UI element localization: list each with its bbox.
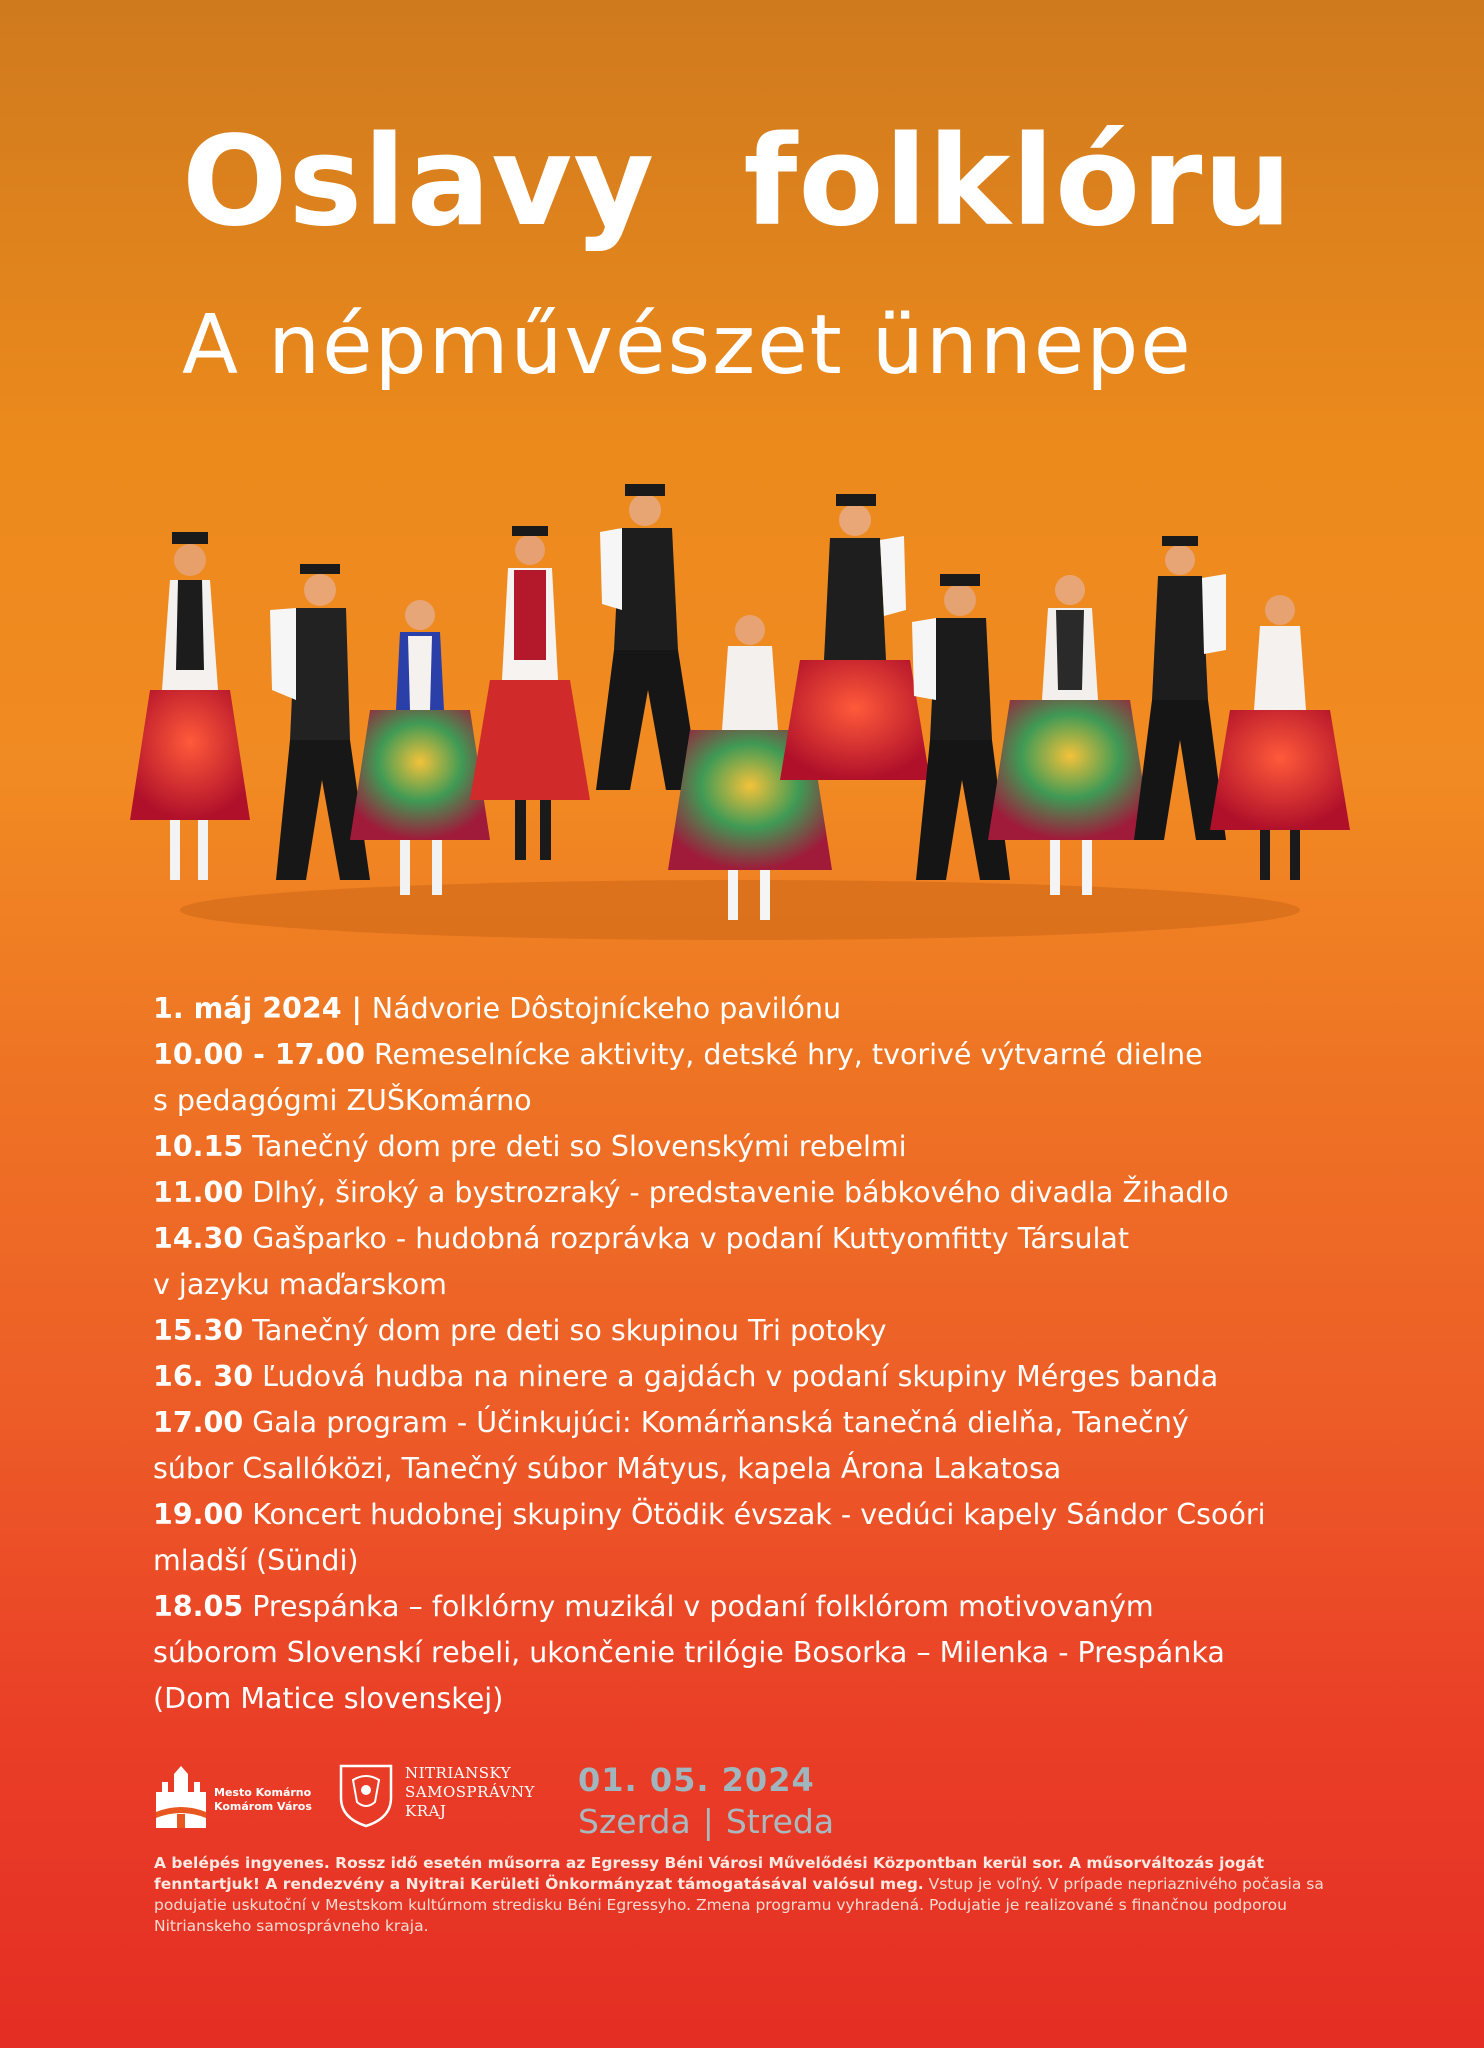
- program-text: Remeselnícke aktivity, detské hry, tvorivé výtvarné dielne: [364, 1038, 1203, 1071]
- program-line: [153, 1400, 1353, 1446]
- program-text: (Dom Matice slovenskej): [153, 1682, 504, 1715]
- program-line: [153, 1492, 1353, 1538]
- program-time: 18.05: [153, 1590, 244, 1623]
- program-line: [153, 1308, 1353, 1354]
- weekday-sk: Streda: [725, 1802, 835, 1841]
- program-list: [153, 986, 1353, 1722]
- program-text: súbor Csallóközi, Tanečný súbor Mátyus, kapela Árona Lakatosa: [153, 1452, 1062, 1485]
- nitra-line1: NITRIANSKY: [405, 1764, 512, 1782]
- program-text: Prespánka – folklórny muzikál v podaní folklórom motivovaným: [243, 1590, 1154, 1623]
- event-date: [578, 1760, 834, 1844]
- nitra-crest-icon: [337, 1762, 395, 1828]
- poster-subtitle: A népművészet ünnepe: [182, 298, 1193, 393]
- footer-note-sk: Vstup je voľný. V prípade nepriaznivého počasia sa podujatie uskutoční v Mestskom kultúrnom stredisku Béni Egressyho. Zmena programu vyhradená. Podujatie je realizované s finančnou podporou Nitrianskeho samosprávneho kraja.: [154, 1875, 1324, 1935]
- program-text: Tanečný dom pre deti so skupinou Tri potoky: [243, 1314, 887, 1347]
- program-text: s pedagógmi ZUŠKomárno: [153, 1084, 532, 1117]
- nitra-region-logo: [337, 1762, 587, 1842]
- program-text: v jazyku maďarskom: [153, 1268, 447, 1301]
- nitra-line2: SAMOSPRÁVNY: [405, 1783, 535, 1801]
- footer-note-hu: A belépés ingyenes. Rossz idő esetén műsorra az Egressy Béni Városi Művelődési Központban kerül sor. A műsorváltozás jogát fenntartjuk! A rendezvény a Nyitrai Kerületi Önkormányzat támogatásával valósul meg.: [154, 1854, 1265, 1893]
- program-line: [153, 1078, 1353, 1124]
- program-text: Ľudová hudba na ninere a gajdách v podaní skupiny Mérges banda: [253, 1360, 1219, 1393]
- nitra-line3: KRAJ: [405, 1802, 447, 1820]
- program-line: [153, 986, 1353, 1032]
- program-line: [153, 1170, 1353, 1216]
- program-separator: |: [341, 992, 372, 1025]
- event-date-number: 01. 05. 2024: [578, 1761, 815, 1799]
- program-line: [153, 1676, 1353, 1722]
- program-text: Koncert hudobnej skupiny Ötödik évszak - vedúci kapely Sándor Csoóri: [243, 1498, 1266, 1531]
- komarno-logo: [152, 1762, 322, 1842]
- program-time: 10.15: [153, 1130, 244, 1163]
- program-time: 14.30: [153, 1222, 244, 1255]
- program-line: [153, 1216, 1353, 1262]
- program-line: [153, 1630, 1353, 1676]
- program-text: mladší (Sündi): [153, 1544, 359, 1577]
- program-text: Nádvorie Dôstojníckeho pavilónu: [371, 992, 842, 1025]
- program-time: 17.00: [153, 1406, 244, 1439]
- program-time: 11.00: [153, 1176, 244, 1209]
- event-weekday: [578, 1800, 834, 1844]
- program-line: [153, 1446, 1353, 1492]
- program-line: [153, 1032, 1353, 1078]
- program-line: [153, 1538, 1353, 1584]
- footer-note: [154, 1853, 1334, 1937]
- program-text: súborom Slovenskí rebeli, ukončenie trilógie Bosorka – Milenka - Prespánka: [153, 1636, 1225, 1669]
- weekday-hu: Szerda: [578, 1802, 691, 1841]
- program-text: Dlhý, široký a bystrozraký - predstavenie bábkového divadla Žihadlo: [243, 1176, 1229, 1209]
- program-time: 15.30: [153, 1314, 244, 1347]
- program-time: 19.00: [153, 1498, 244, 1531]
- komarno-line1: Mesto Komárno: [214, 1786, 312, 1799]
- program-line: [153, 1584, 1353, 1630]
- weekday-separator: |: [702, 1802, 714, 1841]
- komarno-line2: Komárom Város: [214, 1800, 312, 1813]
- poster-title: Oslavy folklóru: [182, 110, 1293, 254]
- program-time: 16. 30: [153, 1360, 254, 1393]
- program-line: [153, 1262, 1353, 1308]
- program-text: Tanečný dom pre deti so Slovenskými rebelmi: [243, 1130, 907, 1163]
- program-time: 10.00 - 17.00: [153, 1038, 365, 1071]
- program-line: [153, 1124, 1353, 1170]
- folk-dancers-illustration: [100, 440, 1360, 960]
- komarno-castle-icon: [152, 1762, 210, 1832]
- program-time: 1. máj 2024: [153, 992, 342, 1025]
- program-text: Gala program - Účinkujúci: Komárňanská tanečná dielňa, Tanečný: [243, 1406, 1189, 1439]
- program-line: [153, 1354, 1353, 1400]
- program-text: Gašparko - hudobná rozprávka v podaní Kuttyomfitty Társulat: [243, 1222, 1130, 1255]
